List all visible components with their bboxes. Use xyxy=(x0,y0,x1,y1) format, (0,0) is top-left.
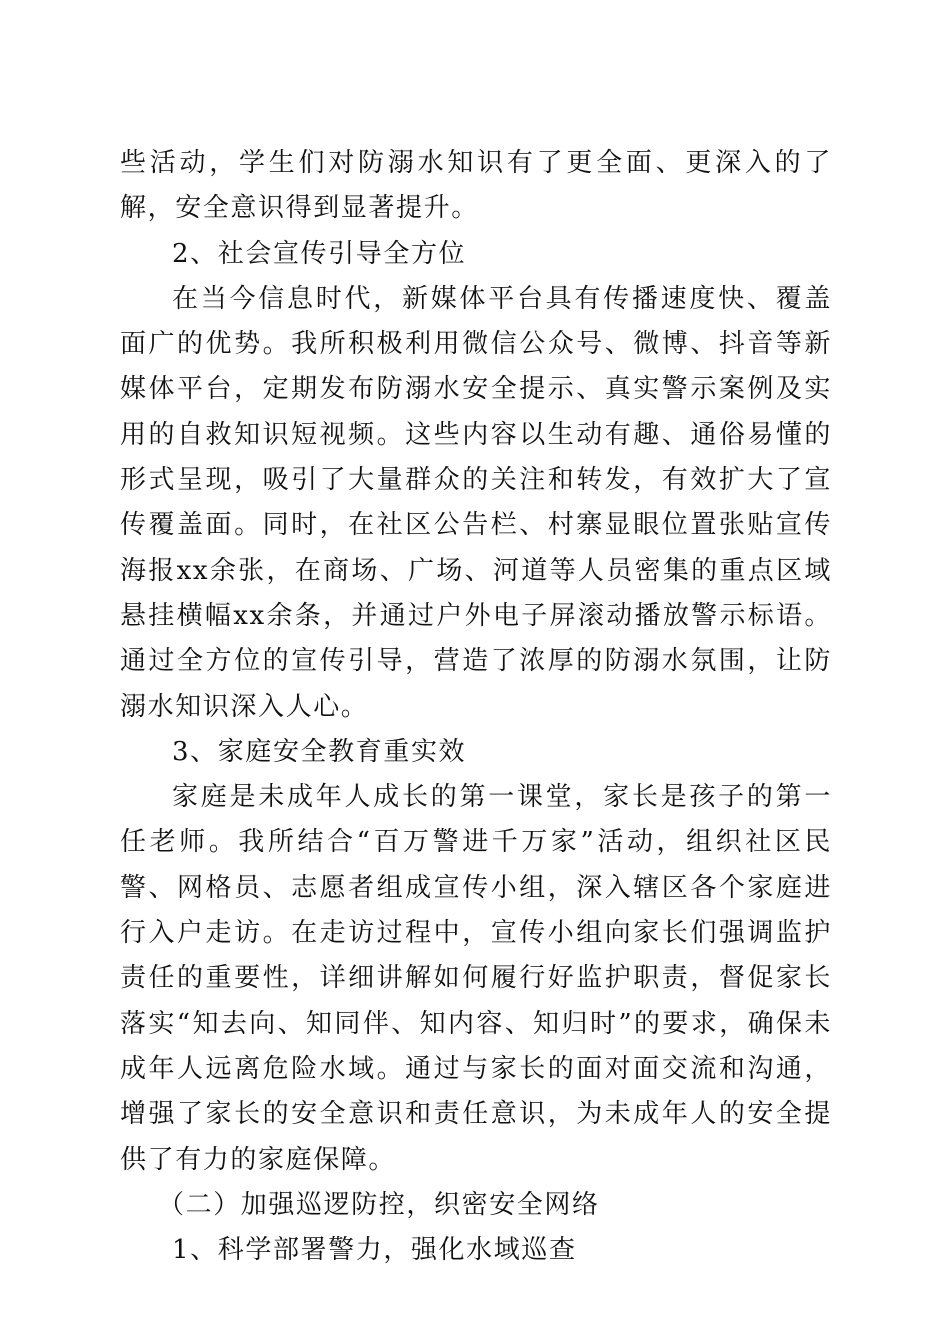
subheading-family-education: 3、家庭安全教育重实效 xyxy=(172,736,467,767)
subheading-police-deployment: 1、科学部署警力，强化水域巡查 xyxy=(172,1235,577,1266)
paragraph-social-publicity: 在当今信息时代，新媒体平台具有传播速度快、覆盖面广的优势。我所积极利用微信公众号、微博、抖音等新媒体平台，定期发布防溺水安全提示、真实警示案例及实用的自救知识短视频。这些内容以生动有趣、通俗易懂的形式呈现，吸引了大量群众的关注和转发，有效扩大了宣传覆盖面。同时，在社区公告栏、村寨显眼位置张贴宣传海报xx余张，在商场、广场、河道等人员密集的重点区域悬挂横幅xx余条，并通过户外电子屏滚动播放警示标语。通过全方位的宣传引导，营造了浓厚的防溺水氛围，让防溺水知识深入人心。 xyxy=(120,283,832,722)
document-body xyxy=(120,141,832,1273)
paragraph-continuation: 些活动，学生们对防溺水知识有了更全面、更深入的了解，安全意识得到显著提升。 xyxy=(120,148,832,224)
paragraph-family-education: 家庭是未成年人成长的第一课堂，家长是孩子的第一任老师。我所结合“百万警进千万家”活动，组织社区民警、网格员、志愿者组成宣传小组，深入辖区各个家庭进行入户走访。在走访过程中，宣传小组向家长们强调监护责任的重要性，详细讲解如何履行好监护职责，督促家长落实“知去向、知同伴、知内容、知归时”的要求，确保未成年人远离危险水域。通过与家长的面对面交流和沟通，增强了家长的安全意识和责任意识，为未成年人的安全提供了有力的家庭保障。 xyxy=(120,782,832,1175)
section-heading-patrol: （二）加强巡逻防控，织密安全网络 xyxy=(158,1189,600,1220)
subheading-social-publicity: 2、社会宣传引导全方位 xyxy=(172,238,467,269)
